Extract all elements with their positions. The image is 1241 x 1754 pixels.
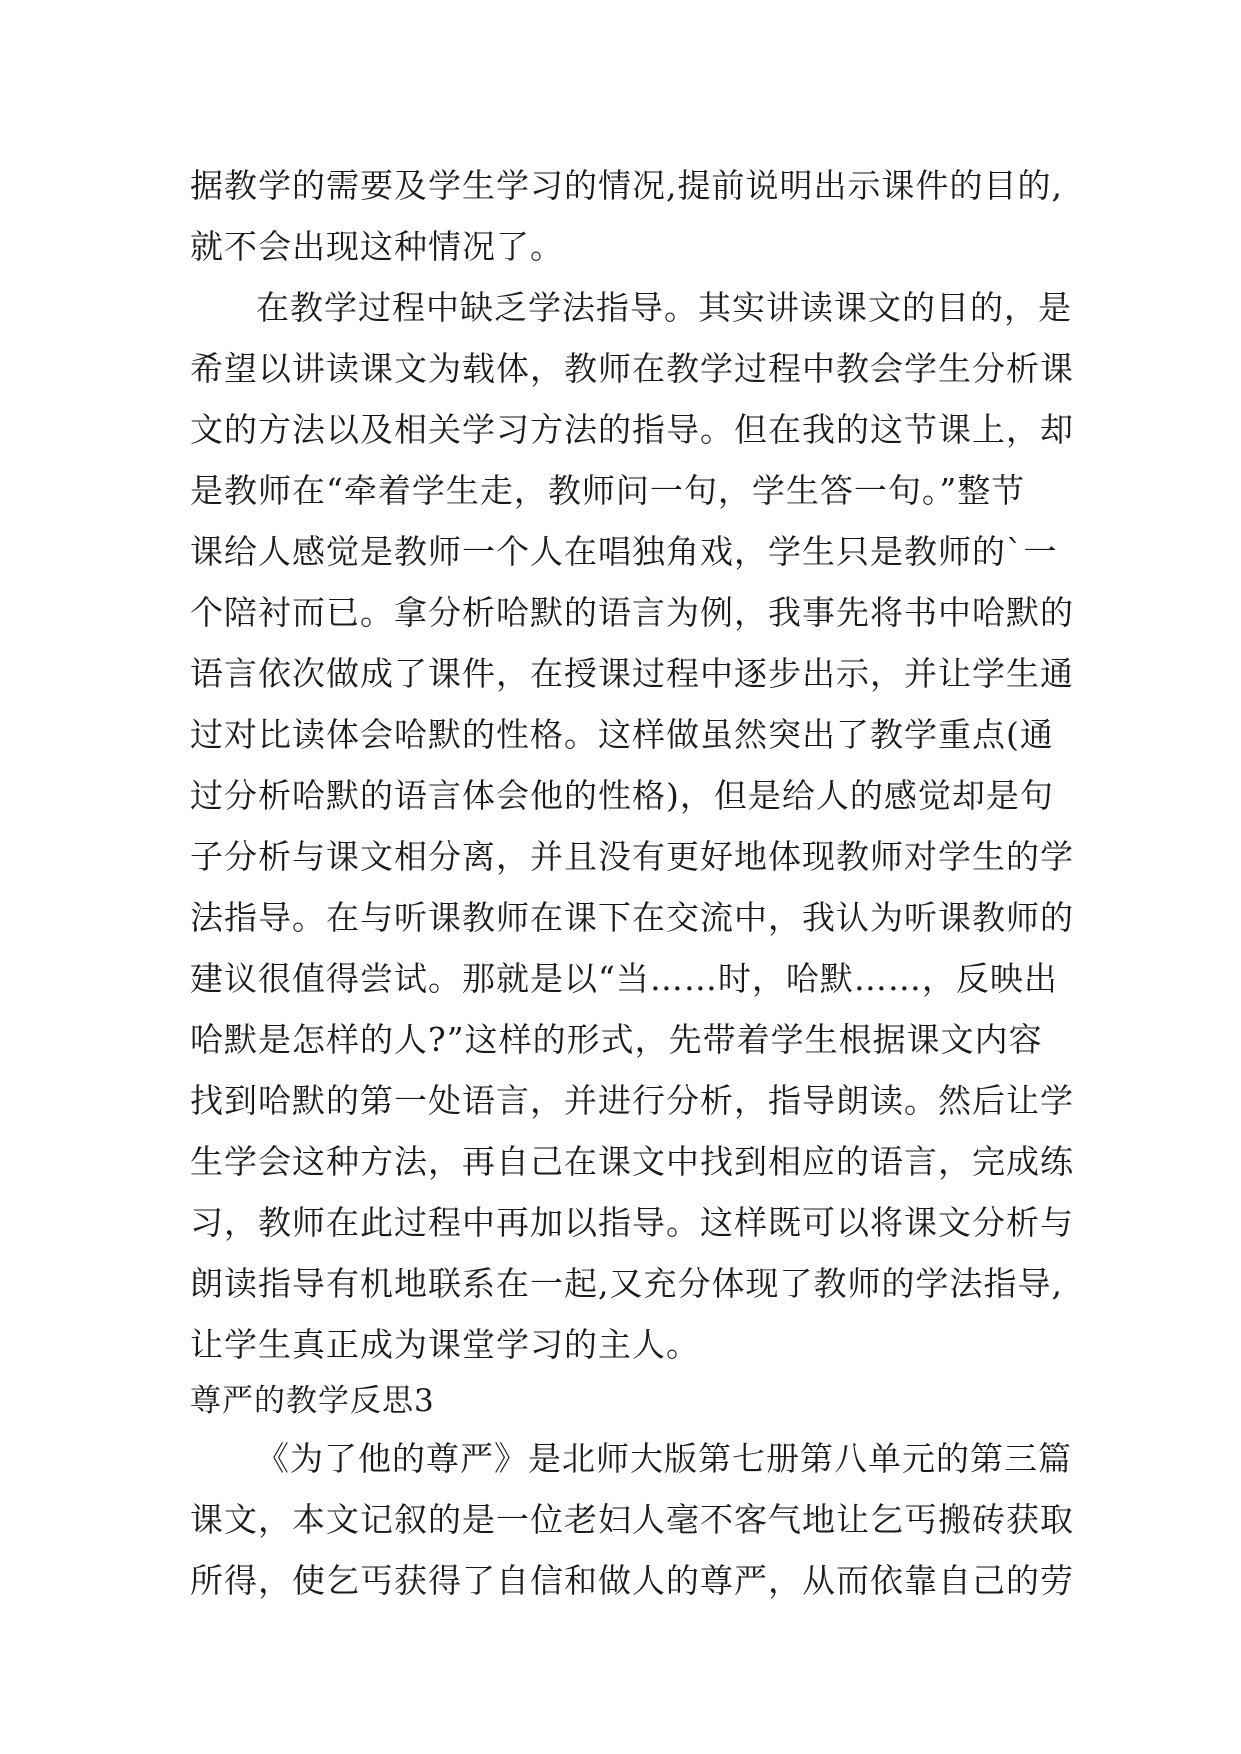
text-line: 找到哈默的第一处语言，并进行分析，指导朗读。然后让学 xyxy=(190,1081,1074,1120)
text-line: 就不会出现这种情况了。 xyxy=(190,227,564,266)
paragraph-reflection xyxy=(190,277,1074,1375)
text-line: 哈默是怎样的人?”这样的形式，先带着学生根据课文内容 xyxy=(190,1020,1043,1059)
paragraph-new-section xyxy=(190,1428,1074,1611)
text-line: 让学生真正成为课堂学习的主人。 xyxy=(190,1325,700,1364)
text-line: 子分析与课文相分离，并且没有更好地体现教师对学生的学 xyxy=(190,837,1074,876)
text-line: 《为了他的尊严》是北师大版第七册第八单元的第三篇 xyxy=(256,1439,1072,1478)
text-line: 所得，使乞丐获得了自信和做人的尊严，从而依靠自己的劳 xyxy=(190,1561,1074,1600)
document-body xyxy=(190,155,1074,1611)
section-heading: 尊严的教学反思3 xyxy=(190,1383,435,1419)
text-line: 建议很值得尝试。那就是以“当……时，哈默……，反映出 xyxy=(190,959,1058,998)
text-line: 生学会这种方法，再自己在课文中找到相应的语言，完成练 xyxy=(190,1142,1074,1181)
text-line: 过对比读体会哈默的性格。这样做虽然突出了教学重点(通 xyxy=(190,715,1054,754)
text-line: 课给人感觉是教师一个人在唱独角戏，学生只是教师的`一 xyxy=(190,532,1058,571)
text-line: 希望以讲读课文为载体，教师在教学过程中教会学生分析课 xyxy=(190,349,1074,388)
paragraph-continuation xyxy=(190,155,1070,277)
text-line: 是教师在“牵着学生走，教师问一句，学生答一句。”整节 xyxy=(190,471,1026,510)
text-line: 课文，本文记叙的是一位老妇人毫不客气地让乞丐搬砖获取 xyxy=(190,1500,1074,1539)
text-line: 文的方法以及相关学习方法的指导。但在我的这节课上，却 xyxy=(190,410,1074,449)
text-line: 过分析哈默的语言体会他的性格)，但是给人的感觉却是句 xyxy=(190,776,1054,815)
text-line: 朗读指导有机地联系在一起,又充分体现了教师的学法指导, xyxy=(190,1264,1063,1303)
text-line: 在教学过程中缺乏学法指导。其实讲读课文的目的，是 xyxy=(256,288,1072,327)
text-line: 个陪衬而已。拿分析哈默的语言为例，我事先将书中哈默的 xyxy=(190,593,1074,632)
text-line: 据教学的需要及学生学习的情况,提前说明出示课件的目的, xyxy=(190,166,1063,205)
text-line: 语言依次做成了课件，在授课过程中逐步出示，并让学生通 xyxy=(190,654,1074,693)
text-line: 习，教师在此过程中再加以指导。这样既可以将课文分析与 xyxy=(190,1203,1074,1242)
text-line: 法指导。在与听课教师在课下在交流中，我认为听课教师的 xyxy=(190,898,1074,937)
